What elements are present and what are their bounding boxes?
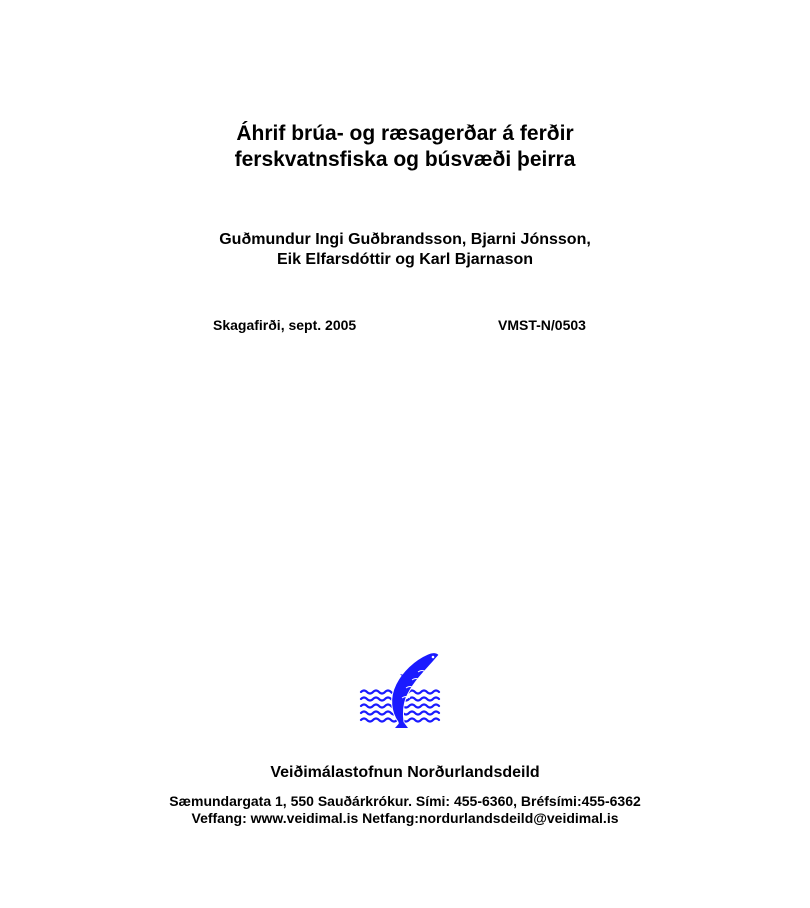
contact-address-line: Sæmundargata 1, 550 Sauðárkrókur. Sími: 455-6360, Bréfsími:455-6362 — [169, 793, 641, 809]
report-number: VMST-N/0503 — [498, 317, 586, 333]
institution-name: Veiðimálastofnun Norðurlandsdeild — [270, 764, 540, 781]
author-list — [0, 230, 810, 270]
report-title — [0, 121, 810, 173]
author-list-line-1: Guðmundur Ingi Guðbrandsson, Bjarni Jónsson, — [219, 231, 591, 248]
place-and-date: Skagafirði, sept. 2005 — [213, 317, 357, 333]
leaping-salmon-over-waves-icon — [358, 648, 442, 728]
contact-info — [0, 793, 810, 827]
institution-logo — [358, 648, 442, 728]
report-title-line-1: Áhrif brúa- og ræsagerðar á ferðir — [236, 122, 574, 145]
author-list-line-2: Eik Elfarsdóttir og Karl Bjarnason — [276, 251, 534, 268]
report-title-line-2: ferskvatnsfiska og búsvæði þeirra — [234, 148, 576, 171]
contact-web-email-line: Veffang: www.veidimal.is Netfang:nordurlandsdeild@veidimal.is — [191, 810, 619, 826]
